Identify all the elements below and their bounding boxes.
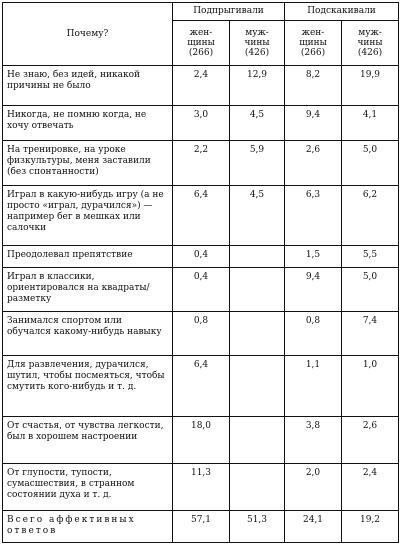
cell-value [230, 356, 285, 417]
table-row [3, 66, 399, 106]
cell-value: 1,5 [285, 246, 342, 268]
row-label: Играл в какую-нибудь игру (а не просто «играл, дурачился») — например бег в мешках или салочки [3, 186, 173, 246]
table-row [3, 417, 399, 464]
header-sub-women-2: жен- щины (266) [285, 21, 342, 66]
data-table-container [2, 2, 398, 543]
table-row-total [3, 511, 399, 543]
cell-value: 4,5 [230, 186, 285, 246]
table-row [3, 141, 399, 186]
cell-value: 2,6 [285, 141, 342, 186]
row-label: Играл в классики, ориентировался на квадраты/разметку [3, 268, 173, 312]
row-label: Занимался спортом или обучался какому-нибудь навыку [3, 312, 173, 356]
row-label: Для развлечения, дурачился, шутил, чтобы посмеяться, чтобы смутить кого-нибудь и т. д. [3, 356, 173, 417]
cell-value: 6,3 [285, 186, 342, 246]
cell-value: 1,0 [342, 356, 399, 417]
cell-value: 0,8 [285, 312, 342, 356]
cell-value: 7,4 [342, 312, 399, 356]
cell-value: 0,8 [173, 312, 230, 356]
table-row [3, 464, 399, 511]
cell-value: 6,4 [173, 186, 230, 246]
row-label: От глупости, тупости, сумасшествия, в странном состоянии духа и т. д. [3, 464, 173, 511]
cell-value: 2,6 [342, 417, 399, 464]
cell-value: 57,1 [173, 511, 230, 543]
table-row [3, 356, 399, 417]
cell-value: 3,0 [173, 106, 230, 141]
data-table [2, 2, 399, 543]
table-row [3, 268, 399, 312]
cell-value: 2,4 [342, 464, 399, 511]
row-label: Не знаю, без идей, никакой причины не было [3, 66, 173, 106]
cell-value: 19,9 [342, 66, 399, 106]
cell-value: 18,0 [173, 417, 230, 464]
row-label: Преодолевал препятствие [3, 246, 173, 268]
row-label: Никогда, не помню когда, не хочу отвечать [3, 106, 173, 141]
cell-value: 19,2 [342, 511, 399, 543]
table-row [3, 246, 399, 268]
table-row [3, 106, 399, 141]
cell-value: 4,1 [342, 106, 399, 141]
row-label: От счастья, от чувства легкости, был в хорошем настроении [3, 417, 173, 464]
cell-value: 0,4 [173, 246, 230, 268]
header-sub-men-1: муж- чины (426) [230, 21, 285, 66]
cell-value: 24,1 [285, 511, 342, 543]
cell-value: 5,5 [342, 246, 399, 268]
cell-value: 6,2 [342, 186, 399, 246]
header-sub-women-1: жен- щины (266) [173, 21, 230, 66]
row-label: На тренировке, на уроке физкультуры, меня заставили (без спонтанности) [3, 141, 173, 186]
cell-value [230, 417, 285, 464]
cell-value [230, 312, 285, 356]
cell-value: 11,3 [173, 464, 230, 511]
cell-value: 0,4 [173, 268, 230, 312]
cell-value [230, 268, 285, 312]
cell-value: 5,0 [342, 268, 399, 312]
header-group-leaped: Подскакивали [285, 3, 399, 21]
cell-value: 5,0 [342, 141, 399, 186]
header-row-groups [3, 3, 399, 21]
cell-value: 2,2 [173, 141, 230, 186]
cell-value: 2,4 [173, 66, 230, 106]
table-row [3, 312, 399, 356]
header-group-jumped: Подпрыгивали [173, 3, 285, 21]
table-row [3, 186, 399, 246]
cell-value: 3,8 [285, 417, 342, 464]
header-why: Почему? [3, 3, 173, 66]
cell-value [230, 464, 285, 511]
cell-value: 9,4 [285, 106, 342, 141]
cell-value: 8,2 [285, 66, 342, 106]
cell-value: 12,9 [230, 66, 285, 106]
cell-value: 1,1 [285, 356, 342, 417]
cell-value [230, 246, 285, 268]
cell-value: 9,4 [285, 268, 342, 312]
cell-value: 51,3 [230, 511, 285, 543]
cell-value: 5,9 [230, 141, 285, 186]
cell-value: 2,0 [285, 464, 342, 511]
cell-value: 6,4 [173, 356, 230, 417]
cell-value: 4,5 [230, 106, 285, 141]
row-label-total: Всего аффективных ответов [3, 511, 173, 543]
header-sub-men-2: муж- чины (426) [342, 21, 399, 66]
